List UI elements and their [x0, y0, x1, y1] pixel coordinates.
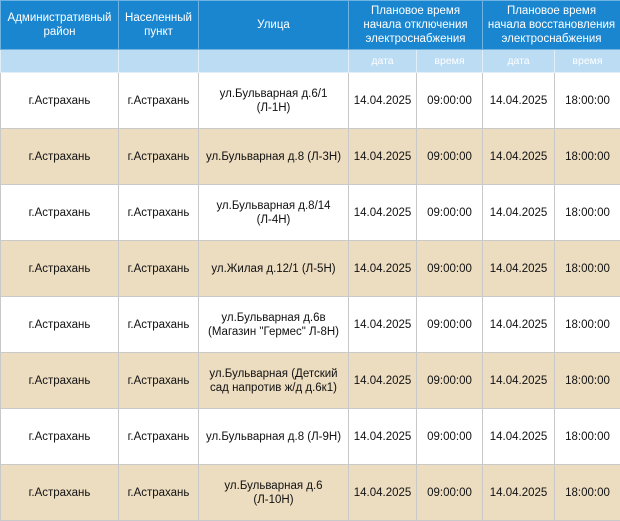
cell-street: ул.Бульварная д.6/1 (Л-1Н) — [199, 73, 349, 129]
cell-off-time: 09:00:00 — [417, 73, 483, 129]
cell-on-date: 14.04.2025 — [483, 353, 555, 409]
cell-off-time: 09:00:00 — [417, 465, 483, 521]
subheader-off-time: время — [417, 50, 483, 73]
cell-district: г.Астрахань — [1, 409, 119, 465]
header-outage-start: Плановое время начала отключения электроснабжения — [349, 1, 483, 50]
subheader-empty — [119, 50, 199, 73]
cell-off-time: 09:00:00 — [417, 297, 483, 353]
subheader-on-time: время — [555, 50, 620, 73]
cell-off-time: 09:00:00 — [417, 185, 483, 241]
header-row — [1, 1, 620, 50]
header-district: Административный район — [1, 1, 119, 50]
cell-on-date: 14.04.2025 — [483, 241, 555, 297]
cell-off-time: 09:00:00 — [417, 241, 483, 297]
header-street: Улица — [199, 1, 349, 50]
cell-on-time: 18:00:00 — [555, 353, 620, 409]
cell-street: ул.Бульварная д.8 (Л-3Н) — [199, 129, 349, 185]
header-restore-start: Плановое время начала восстановления электроснабжения — [483, 1, 620, 50]
cell-off-time: 09:00:00 — [417, 129, 483, 185]
cell-district: г.Астрахань — [1, 241, 119, 297]
cell-off-date: 14.04.2025 — [349, 409, 417, 465]
subheader-on-date: дата — [483, 50, 555, 73]
cell-street: ул.Бульварная д.8 (Л-9Н) — [199, 409, 349, 465]
cell-locality: г.Астрахань — [119, 297, 199, 353]
cell-street: ул.Бульварная д.8/14 (Л-4Н) — [199, 185, 349, 241]
cell-off-date: 14.04.2025 — [349, 185, 417, 241]
cell-district: г.Астрахань — [1, 73, 119, 129]
cell-off-date: 14.04.2025 — [349, 353, 417, 409]
table-row — [1, 129, 620, 185]
table-row — [1, 409, 620, 465]
cell-locality: г.Астрахань — [119, 129, 199, 185]
subheader-off-date: дата — [349, 50, 417, 73]
cell-locality: г.Астрахань — [119, 353, 199, 409]
cell-district: г.Астрахань — [1, 465, 119, 521]
cell-locality: г.Астрахань — [119, 409, 199, 465]
subheader-empty — [1, 50, 119, 73]
cell-on-date: 14.04.2025 — [483, 129, 555, 185]
cell-on-time: 18:00:00 — [555, 185, 620, 241]
cell-district: г.Астрахань — [1, 129, 119, 185]
cell-on-time: 18:00:00 — [555, 465, 620, 521]
cell-district: г.Астрахань — [1, 353, 119, 409]
cell-off-date: 14.04.2025 — [349, 241, 417, 297]
table-row — [1, 297, 620, 353]
subheader-empty — [199, 50, 349, 73]
cell-district: г.Астрахань — [1, 297, 119, 353]
cell-street: ул.Бульварная (Детский сад напротив ж/д д.6к1) — [199, 353, 349, 409]
cell-on-time: 18:00:00 — [555, 241, 620, 297]
cell-district: г.Астрахань — [1, 185, 119, 241]
cell-on-date: 14.04.2025 — [483, 185, 555, 241]
cell-off-date: 14.04.2025 — [349, 297, 417, 353]
cell-street: ул.Жилая д.12/1 (Л-5Н) — [199, 241, 349, 297]
cell-on-date: 14.04.2025 — [483, 73, 555, 129]
table-body — [1, 73, 620, 521]
table-row — [1, 185, 620, 241]
cell-off-date: 14.04.2025 — [349, 73, 417, 129]
table-row — [1, 73, 620, 129]
cell-locality: г.Астрахань — [119, 241, 199, 297]
cell-locality: г.Астрахань — [119, 465, 199, 521]
cell-on-time: 18:00:00 — [555, 129, 620, 185]
cell-on-time: 18:00:00 — [555, 297, 620, 353]
cell-off-date: 14.04.2025 — [349, 129, 417, 185]
cell-on-date: 14.04.2025 — [483, 465, 555, 521]
cell-street: ул.Бульварная д.6в (Магазин "Гермес" Л-8Н) — [199, 297, 349, 353]
table-row — [1, 241, 620, 297]
cell-locality: г.Астрахань — [119, 185, 199, 241]
table-row — [1, 465, 620, 521]
subheader-row — [1, 50, 620, 73]
cell-off-date: 14.04.2025 — [349, 465, 417, 521]
cell-on-time: 18:00:00 — [555, 409, 620, 465]
cell-on-date: 14.04.2025 — [483, 297, 555, 353]
cell-on-time: 18:00:00 — [555, 73, 620, 129]
table-row — [1, 353, 620, 409]
cell-street: ул.Бульварная д.6 (Л-10Н) — [199, 465, 349, 521]
cell-off-time: 09:00:00 — [417, 353, 483, 409]
header-locality: Населенный пункт — [119, 1, 199, 50]
cell-off-time: 09:00:00 — [417, 409, 483, 465]
cell-on-date: 14.04.2025 — [483, 409, 555, 465]
cell-locality: г.Астрахань — [119, 73, 199, 129]
